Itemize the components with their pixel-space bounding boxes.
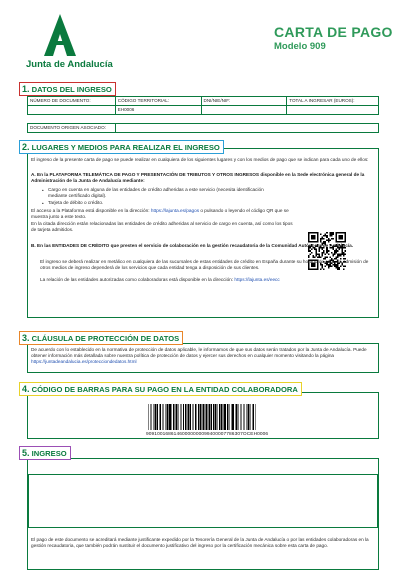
barcode-icon (148, 404, 256, 430)
total-label: TOTAL A INGRESAR (EUROS): (287, 97, 379, 106)
doc-title: CARTA DE PAGO (274, 24, 393, 40)
section4-number: 4. (22, 384, 30, 394)
bullet2-mark: • (42, 201, 44, 206)
section2-title (19, 140, 224, 154)
num-documento-label: NÚMERO DE DOCUMENTO: (28, 97, 116, 106)
section5-number: 5. (22, 448, 30, 458)
doc-origen-value (116, 124, 379, 133)
section3-label: CLÁUSULA DE PROTECCIÓN DE DATOS (31, 334, 180, 343)
section2-number: 2. (22, 142, 30, 152)
section2-a-title-text: A. En la PLATAFORMA TELEMÁTICA DE PAGO Y PRESENTACIÓN DE TRIBUTOS Y OTROS INGRESOS disponible en la Sede electrónica general de la Administración de la Junta de Andalucía mediante: (31, 172, 365, 184)
bullet1-text: Cargo en cuenta en alguna de las entidades de crédito adheridas a este servicio (necesita identificación mediante certificado digital). (48, 187, 264, 199)
platform-access-post: o pulsando o leyendo el código QR que se muestra junto a este texto. (31, 208, 289, 220)
section5-footer: El pago de este documento se acreditará mediante justificante expedido por la Tesorería General de la Junta de Andalucía o por las entidades colaboradoras en la gestión recaudatoria, que también podrán sustituir el documento justificativo del ingreso por la certificación mecánica sobre esta carta de pago. (31, 537, 369, 549)
section3-text-pre: De acuerdo con lo establecido en la normativa de protección de datos aplicable, le informamos de que sus datos serán tratados por la Junta de Andalucía. Puede obtener información más detallada sobre nuestra política de protección de datos y ejercer sus derechos en cualquier momento visitando la página (31, 347, 367, 359)
bullet2-text: Tarjeta de débito o crédito. (48, 200, 104, 205)
platform-access (31, 208, 293, 220)
datos-ingreso-table (27, 96, 379, 115)
pagos-link[interactable]: https://lajunta.es/pagos (150, 208, 200, 213)
doc-subtitle: Modelo 909 (274, 41, 326, 52)
barcode-number: 90910016861460000000099400007786307OCEH0006 (146, 432, 269, 437)
org-name: Junta de Andalucía (26, 59, 113, 70)
b-rel-pre: La relación de las entidades autorizadas como colaboradoras está disponible en la dirección: (40, 277, 235, 282)
total-value (287, 106, 379, 115)
section2-b-title-text: B. En las ENTIDADES DE CRÉDITO que presten el servicio de colaboración en la gestión recaudatoria de la Comunidad Autónoma de Andalucía. (31, 243, 354, 248)
proteccion-datos-link[interactable]: https://juntadeandalucia.es/protecciondedatos.html (31, 359, 137, 365)
section5-title (19, 446, 71, 460)
eecc-link[interactable]: https://lajunta.es/eecc (234, 277, 280, 282)
section3-number: 3. (22, 333, 30, 343)
doc-origen-label: DOCUMENTO ORIGEN ASOCIADO: (28, 124, 116, 133)
section2-label: LUGARES Y MEDIOS PARA REALIZAR EL INGRESO (31, 143, 220, 152)
platform-access-pre: El acceso a la Plataforma está disponible en la dirección: (31, 208, 151, 213)
num-documento-value (28, 106, 116, 115)
junta-logo (26, 14, 113, 78)
section2-b-text: El ingreso se deberá realizar en metálico en cualquiera de las sucursales de estas entidades de crédito en España durante su horario de caja. La admisión de otros medios de ingreso dependerá de los servicios que cada entidad tenga a disposición de sus clientes. (40, 259, 369, 271)
page-header (0, 0, 405, 78)
section4-label: CÓDIGO DE BARRAS PARA SU PAGO EN LA ENTIDAD COLABORADORA (31, 385, 298, 394)
dni-value (201, 106, 287, 115)
dni-label: DNI/NIE/NIF: (201, 97, 287, 106)
section5-label: INGRESO (31, 449, 67, 458)
platform-access-2: En la citada dirección están relacionadas las entidades de crédito adheridas al servicio de cargo en cuenta, así como los tipos de tarjeta admitidos. (31, 221, 293, 233)
section1-title (19, 82, 116, 96)
section3-title (19, 331, 183, 345)
doc-origen-table (27, 123, 379, 133)
junta-logo-icon (44, 14, 76, 56)
section2-a-title (31, 172, 373, 184)
codigo-territorial-label: CÓDIGO TERRITORIAL: (115, 97, 201, 106)
section4-title (19, 382, 302, 396)
section2-b-rel (40, 277, 373, 283)
section1-label: DATOS DEL INGRESO (31, 85, 112, 94)
section1-number: 1. (22, 84, 30, 94)
section2-b-title (31, 243, 373, 249)
section3-text (31, 347, 375, 366)
section2-intro: El ingreso de la presente carta de pago se puede realizar en cualquiera de los siguientes lugares y con los medios de pago que se indican para cada uno de ellos: (31, 157, 369, 162)
codigo-territorial-value: EH0006 (115, 106, 201, 115)
ingreso-stamp-area (28, 474, 378, 528)
bullet1-mark: • (42, 188, 44, 193)
